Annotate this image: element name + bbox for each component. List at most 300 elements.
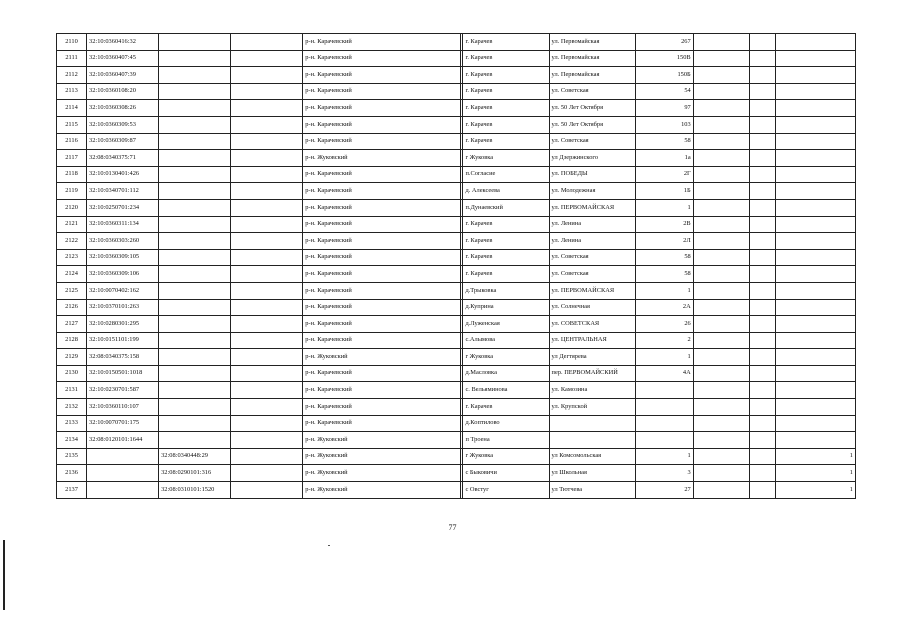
table-cell: д.Масловка [463, 365, 549, 382]
table-row [57, 399, 856, 416]
table-row [57, 67, 856, 84]
table-cell [693, 349, 749, 366]
table-cell [693, 34, 749, 51]
table-cell: 2120 [57, 199, 87, 216]
table-cell [159, 67, 231, 84]
table-cell [159, 166, 231, 183]
table-cell: с Овстуг [463, 482, 549, 499]
table-cell: ул. ПЕРВОМАЙСКАЯ [549, 199, 635, 216]
table-cell [87, 482, 159, 499]
table-cell: 2111 [57, 50, 87, 67]
table-cell [775, 67, 855, 84]
table-cell [775, 399, 855, 416]
table-row [57, 133, 856, 150]
table-cell: р-н. Карачевский [303, 266, 461, 283]
table-cell [231, 399, 303, 416]
table-cell [693, 216, 749, 233]
table-cell: 1Б [635, 183, 693, 200]
table-cell: г. Карачев [463, 249, 549, 266]
table-cell: 2122 [57, 233, 87, 250]
table-cell [693, 249, 749, 266]
table-cell: г. Карачев [463, 216, 549, 233]
table-cell [231, 216, 303, 233]
table-cell: 32:10:0360309:105 [87, 249, 159, 266]
table-cell [159, 349, 231, 366]
table-cell [749, 448, 775, 465]
table-cell: р-н. Карачевский [303, 183, 461, 200]
registry-rows [57, 34, 856, 499]
table-cell [159, 316, 231, 333]
table-cell: 1 [635, 282, 693, 299]
table-cell: г Жуковка [463, 448, 549, 465]
table-cell: ул. Первомайская [549, 50, 635, 67]
page-number: 77 [448, 523, 457, 532]
table-cell [775, 332, 855, 349]
table-cell [159, 332, 231, 349]
table-cell [159, 233, 231, 250]
table-cell [231, 83, 303, 100]
table-cell [693, 50, 749, 67]
table-cell: ул. Первомайская [549, 34, 635, 51]
table-cell [749, 150, 775, 167]
table-cell [749, 266, 775, 283]
table-cell [231, 67, 303, 84]
table-cell: г. Карачев [463, 399, 549, 416]
table-cell: 2135 [57, 448, 87, 465]
table-cell: пер. ПЕРВОМАЙСКИЙ [549, 365, 635, 382]
table-cell: 32:10:0360309:106 [87, 266, 159, 283]
table-cell [749, 166, 775, 183]
table-cell [775, 100, 855, 117]
table-cell: 58 [635, 266, 693, 283]
table-cell: 32:10:0340701:112 [87, 183, 159, 200]
table-cell [159, 34, 231, 51]
table-cell [231, 349, 303, 366]
table-cell: ул Школьная [549, 465, 635, 482]
table-cell [749, 83, 775, 100]
table-cell [775, 133, 855, 150]
table-cell [549, 415, 635, 432]
table-cell: ул. Советская [549, 83, 635, 100]
table-cell: д.Луженская [463, 316, 549, 333]
table-cell: г. Карачев [463, 100, 549, 117]
table-row [57, 100, 856, 117]
table-cell [775, 299, 855, 316]
table-row [57, 365, 856, 382]
table-cell [749, 100, 775, 117]
table-cell [693, 332, 749, 349]
table-cell: 32:10:0360108:20 [87, 83, 159, 100]
table-row [57, 282, 856, 299]
table-cell: ул. 50 Лет Октября [549, 100, 635, 117]
table-cell: 1 [635, 199, 693, 216]
table-cell: 2133 [57, 415, 87, 432]
table-cell: 58 [635, 249, 693, 266]
table-cell: 150Б [635, 67, 693, 84]
table-cell: р-н. Карачевский [303, 249, 461, 266]
table-cell: р-н. Жуковский [303, 448, 461, 465]
table-cell [749, 299, 775, 316]
table-cell [231, 316, 303, 333]
table-cell [693, 116, 749, 133]
table-cell [231, 183, 303, 200]
table-cell: р-н. Карачевский [303, 332, 461, 349]
table-cell [693, 448, 749, 465]
table-cell: д. Алексеева [463, 183, 549, 200]
table-cell: р-н. Карачевский [303, 365, 461, 382]
table-cell [775, 199, 855, 216]
table-cell: р-н. Карачевский [303, 34, 461, 51]
table-cell: 32:10:0370101:263 [87, 299, 159, 316]
table-cell: д.Трыковка [463, 282, 549, 299]
table-cell: р-н. Карачевский [303, 282, 461, 299]
table-cell [693, 150, 749, 167]
table-row [57, 415, 856, 432]
table-cell: 2130 [57, 365, 87, 382]
table-cell [775, 150, 855, 167]
table-cell [749, 233, 775, 250]
table-cell: р-н. Карачевский [303, 415, 461, 432]
table-cell [693, 199, 749, 216]
table-cell: ул. Советская [549, 133, 635, 150]
table-cell [231, 332, 303, 349]
table-cell [549, 432, 635, 449]
table-cell [159, 116, 231, 133]
table-cell: 32:10:0360110:107 [87, 399, 159, 416]
table-cell [749, 482, 775, 499]
table-cell [231, 465, 303, 482]
table-row [57, 299, 856, 316]
table-cell: 2127 [57, 316, 87, 333]
table-cell [775, 349, 855, 366]
table-cell: р-н. Жуковский [303, 349, 461, 366]
table-cell [775, 316, 855, 333]
table-cell: 1а [635, 150, 693, 167]
table-cell: 58 [635, 133, 693, 150]
table-cell: 32:08:0340448:29 [159, 448, 231, 465]
table-cell [231, 432, 303, 449]
table-cell: ул. Ленина [549, 216, 635, 233]
table-cell: ул Дегтярева [549, 349, 635, 366]
table-cell: р-н. Карачевский [303, 399, 461, 416]
table-cell: г. Карачев [463, 67, 549, 84]
table-cell: 2136 [57, 465, 87, 482]
table-cell [159, 299, 231, 316]
table-cell: р-н. Карачевский [303, 50, 461, 67]
table-cell [159, 266, 231, 283]
table-cell: 2 [635, 332, 693, 349]
table-cell: 27 [635, 482, 693, 499]
table-cell [159, 183, 231, 200]
table-cell [231, 299, 303, 316]
table-cell [159, 199, 231, 216]
table-cell: 267 [635, 34, 693, 51]
table-cell [159, 150, 231, 167]
table-cell: 32:10:0360309:53 [87, 116, 159, 133]
table-cell: р-н. Карачевский [303, 100, 461, 117]
table-cell [231, 415, 303, 432]
table-cell [749, 432, 775, 449]
table-cell: р-н. Карачевский [303, 382, 461, 399]
table-cell [635, 382, 693, 399]
table-row [57, 150, 856, 167]
table-cell: 32:08:0340375:158 [87, 349, 159, 366]
table-cell [749, 34, 775, 51]
table-cell: р-н. Карачевский [303, 116, 461, 133]
table-cell [693, 266, 749, 283]
table-cell [693, 282, 749, 299]
table-cell: 150В [635, 50, 693, 67]
table-cell: 32:08:0290101:316 [159, 465, 231, 482]
table-cell: ул. Советская [549, 266, 635, 283]
table-cell [159, 415, 231, 432]
table-cell [231, 249, 303, 266]
table-cell [635, 432, 693, 449]
table-cell: ул. ЦЕНТРАЛЬНАЯ [549, 332, 635, 349]
table-cell: 1 [775, 482, 855, 499]
table-cell: д.Куприна [463, 299, 549, 316]
table-row [57, 199, 856, 216]
table-cell: г. Карачев [463, 50, 549, 67]
table-cell [231, 166, 303, 183]
table-cell [775, 166, 855, 183]
table-row [57, 83, 856, 100]
table-cell [693, 299, 749, 316]
table-cell: г. Карачев [463, 266, 549, 283]
table-cell: г. Карачев [463, 233, 549, 250]
table-row [57, 432, 856, 449]
table-cell [231, 50, 303, 67]
table-cell: 1 [775, 448, 855, 465]
table-cell [749, 399, 775, 416]
table-cell: 1 [635, 349, 693, 366]
table-cell: 32:10:0070701:175 [87, 415, 159, 432]
table-cell: г Жуковка [463, 150, 549, 167]
table-row [57, 349, 856, 366]
table-cell: р-н. Жуковский [303, 432, 461, 449]
table-cell [231, 266, 303, 283]
table-cell: 2121 [57, 216, 87, 233]
table-row [57, 233, 856, 250]
table-cell: 2110 [57, 34, 87, 51]
table-cell: 2Г [635, 166, 693, 183]
table-cell: с Быковичи [463, 465, 549, 482]
table-cell: г. Карачев [463, 133, 549, 150]
table-cell: 32:10:0360407:39 [87, 67, 159, 84]
table-cell [775, 365, 855, 382]
table-cell: ул. Советская [549, 249, 635, 266]
table-cell: 2132 [57, 399, 87, 416]
table-cell: 2128 [57, 332, 87, 349]
table-cell: р-н. Карачевский [303, 316, 461, 333]
table-cell [231, 382, 303, 399]
table-cell: д.Коптилово [463, 415, 549, 432]
table-cell: г. Карачев [463, 34, 549, 51]
table-cell: 32:10:0360303:260 [87, 233, 159, 250]
table-cell: 3 [635, 465, 693, 482]
table-cell: р-н. Карачевский [303, 166, 461, 183]
table-cell: 2134 [57, 432, 87, 449]
table-cell: р-н. Карачевский [303, 216, 461, 233]
table-cell [749, 249, 775, 266]
table-cell [775, 34, 855, 51]
table-cell: г Жуковка [463, 349, 549, 366]
table-cell [749, 415, 775, 432]
table-row [57, 482, 856, 499]
table-cell: 32:10:0360416:32 [87, 34, 159, 51]
table-cell: 1 [775, 465, 855, 482]
table-cell: 32:10:0360407:45 [87, 50, 159, 67]
table-cell [693, 133, 749, 150]
table-cell [159, 282, 231, 299]
table-cell: р-н. Карачевский [303, 133, 461, 150]
table-cell [231, 199, 303, 216]
table-cell: ул Комсомольская [549, 448, 635, 465]
table-cell [749, 382, 775, 399]
table-cell [749, 67, 775, 84]
table-cell: 2118 [57, 166, 87, 183]
table-cell: 2123 [57, 249, 87, 266]
table-cell: ул. Камозина [549, 382, 635, 399]
table-cell [693, 465, 749, 482]
table-cell: 54 [635, 83, 693, 100]
table-cell: п.Дунаевский [463, 199, 549, 216]
table-cell [159, 249, 231, 266]
table-cell [775, 116, 855, 133]
table-cell: ул. Крупской [549, 399, 635, 416]
table-cell [693, 365, 749, 382]
table-cell: ул. ПЕРВОМАЙСКАЯ [549, 282, 635, 299]
table-row [57, 34, 856, 51]
table-cell: 32:10:0280301:295 [87, 316, 159, 333]
registry-table [56, 33, 856, 499]
table-cell: 2117 [57, 150, 87, 167]
table-cell [159, 432, 231, 449]
table-cell [775, 83, 855, 100]
table-cell [775, 282, 855, 299]
table-cell [693, 83, 749, 100]
table-cell [775, 249, 855, 266]
table-cell [749, 216, 775, 233]
table-cell: 32:08:0120101:1644 [87, 432, 159, 449]
table-cell [231, 100, 303, 117]
table-cell [231, 448, 303, 465]
table-row [57, 332, 856, 349]
document-sheet [56, 33, 856, 499]
table-row [57, 266, 856, 283]
table-cell: 1 [635, 448, 693, 465]
scan-speck [328, 545, 330, 546]
table-cell: 32:10:0130401:426 [87, 166, 159, 183]
table-cell [693, 415, 749, 432]
table-cell [749, 465, 775, 482]
table-cell [693, 100, 749, 117]
table-cell [87, 448, 159, 465]
table-cell [749, 199, 775, 216]
table-cell: ул Тютчева [549, 482, 635, 499]
table-cell: р-н. Карачевский [303, 199, 461, 216]
table-cell [749, 133, 775, 150]
table-cell [749, 365, 775, 382]
table-cell [775, 50, 855, 67]
table-cell: 32:10:0230701:587 [87, 382, 159, 399]
table-row [57, 448, 856, 465]
table-cell [749, 183, 775, 200]
table-cell: ул. Молодежная [549, 183, 635, 200]
table-cell: 2131 [57, 382, 87, 399]
table-cell: 2113 [57, 83, 87, 100]
table-cell: р-н. Карачевский [303, 299, 461, 316]
table-cell: ул Дзержинского [549, 150, 635, 167]
table-cell [693, 432, 749, 449]
table-cell: 2125 [57, 282, 87, 299]
table-cell [231, 34, 303, 51]
table-cell [231, 482, 303, 499]
table-cell [231, 150, 303, 167]
table-cell: ул. СОВЕТСКАЯ [549, 316, 635, 333]
table-cell: п.Согласие [463, 166, 549, 183]
table-cell [775, 266, 855, 283]
table-cell [749, 349, 775, 366]
table-cell [635, 415, 693, 432]
table-cell [775, 233, 855, 250]
table-cell [231, 365, 303, 382]
table-cell: 2112 [57, 67, 87, 84]
table-cell: 32:08:0340375:71 [87, 150, 159, 167]
table-cell: 2114 [57, 100, 87, 117]
table-cell [231, 282, 303, 299]
table-cell: г. Карачев [463, 83, 549, 100]
table-cell: ул. Солнечная [549, 299, 635, 316]
table-row [57, 465, 856, 482]
table-cell [159, 83, 231, 100]
table-cell: ул. Первомайская [549, 67, 635, 84]
table-cell: 2124 [57, 266, 87, 283]
table-cell [231, 133, 303, 150]
table-cell: 26 [635, 316, 693, 333]
table-cell: 103 [635, 116, 693, 133]
table-cell: р-н. Карачевский [303, 83, 461, 100]
table-cell: ул. Ленина [549, 233, 635, 250]
table-cell [693, 399, 749, 416]
table-cell [159, 133, 231, 150]
table-cell: р-н. Карачевский [303, 233, 461, 250]
table-cell: с. Вельяминова [463, 382, 549, 399]
table-cell: 2115 [57, 116, 87, 133]
table-cell [159, 50, 231, 67]
table-cell: п Троена [463, 432, 549, 449]
table-cell [159, 216, 231, 233]
table-cell [775, 183, 855, 200]
table-cell: ул. ПОБЕДЫ [549, 166, 635, 183]
table-cell: р-н. Жуковский [303, 482, 461, 499]
table-cell [693, 316, 749, 333]
table-cell [749, 282, 775, 299]
table-cell: 4А [635, 365, 693, 382]
table-row [57, 316, 856, 333]
table-cell: 32:08:0310101:1520 [159, 482, 231, 499]
table-cell: 2137 [57, 482, 87, 499]
table-cell: 32:10:0150501:1018 [87, 365, 159, 382]
table-cell [693, 183, 749, 200]
table-row [57, 249, 856, 266]
table-cell [693, 233, 749, 250]
table-cell [159, 100, 231, 117]
table-cell [159, 382, 231, 399]
table-cell: 2А [635, 299, 693, 316]
table-cell [159, 399, 231, 416]
table-cell: 32:10:0070402:162 [87, 282, 159, 299]
